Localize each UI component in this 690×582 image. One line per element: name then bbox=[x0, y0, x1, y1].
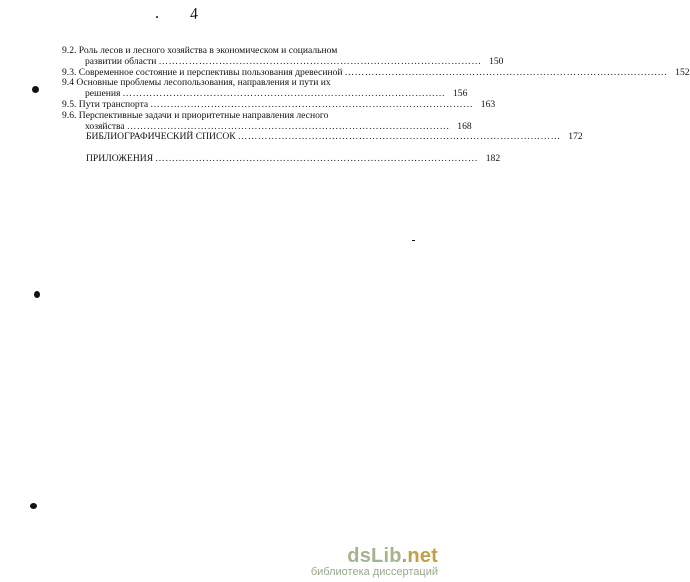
toc-entry-9-4 bbox=[62, 77, 468, 100]
dot-leader: …………………………………………………………………………………… bbox=[155, 153, 479, 165]
toc-page-number: 182 bbox=[485, 153, 501, 165]
watermark-tagline: библиотека диссертаций bbox=[310, 566, 438, 578]
dot-leader: …………………………………………………………………………………… bbox=[150, 98, 474, 110]
toc-entry-title-continued: развитии области bbox=[85, 55, 157, 67]
toc-page-number: 168 bbox=[457, 120, 472, 132]
dot-leader: …………………………………………………………………………………… bbox=[344, 66, 668, 78]
watermark bbox=[311, 545, 438, 578]
toc-entry-title-continued: хозяйства bbox=[85, 120, 125, 132]
toc-entry-title: ПРИЛОЖЕНИЯ bbox=[86, 153, 154, 165]
toc-page-number: 152 bbox=[675, 66, 690, 78]
toc-entry-9-6 bbox=[62, 109, 472, 133]
scan-speck bbox=[412, 240, 415, 241]
scan-speck bbox=[32, 86, 39, 93]
watermark-brand-accent: .net bbox=[401, 545, 438, 567]
toc-entry-title: 9.2. Роль лесов и лесного хозяйства в экономическом и социальном bbox=[62, 45, 338, 56]
dot-leader: …………………………………………………………………………………… bbox=[126, 120, 450, 132]
scan-speck bbox=[30, 503, 37, 509]
toc-entry-title-continued: решения bbox=[85, 88, 121, 100]
toc-page-number: 172 bbox=[568, 131, 583, 143]
scan-speck bbox=[34, 291, 40, 298]
toc-page-number: 150 bbox=[489, 55, 504, 67]
toc-page-number: 163 bbox=[480, 98, 496, 110]
toc-entry-title: 9.6. Перспективные задачи и приоритетные направления лесного bbox=[62, 109, 329, 121]
toc-page-number: 156 bbox=[453, 88, 468, 100]
toc-entry-title: 9.5. Пути транспорта bbox=[62, 98, 149, 110]
page-number: 4 bbox=[188, 5, 200, 24]
toc-entry-title: БИБЛИОГРАФИЧЕСКИЙ СПИСОК bbox=[86, 131, 236, 143]
toc-entry-bibliography bbox=[62, 131, 583, 143]
dot-leader: …………………………………………………………………………………… bbox=[122, 88, 446, 100]
watermark-brand bbox=[311, 545, 438, 568]
dot-leader: …………………………………………………………………………………… bbox=[237, 131, 561, 143]
toc-entry-title: 9.4 Основные проблемы лесопользования, направления и пути их bbox=[62, 77, 331, 89]
dot-leader: …………………………………………………………………………………… bbox=[158, 55, 482, 67]
toc-entry-9-2 bbox=[62, 45, 504, 68]
toc-entry-title: 9.3. Современное состояние и перспективы пользования древесиной bbox=[62, 66, 343, 78]
toc-entry-appendices bbox=[62, 153, 501, 165]
scan-speck bbox=[156, 16, 158, 18]
table-of-contents bbox=[62, 45, 690, 165]
watermark-brand-main: dsLib bbox=[347, 545, 402, 567]
